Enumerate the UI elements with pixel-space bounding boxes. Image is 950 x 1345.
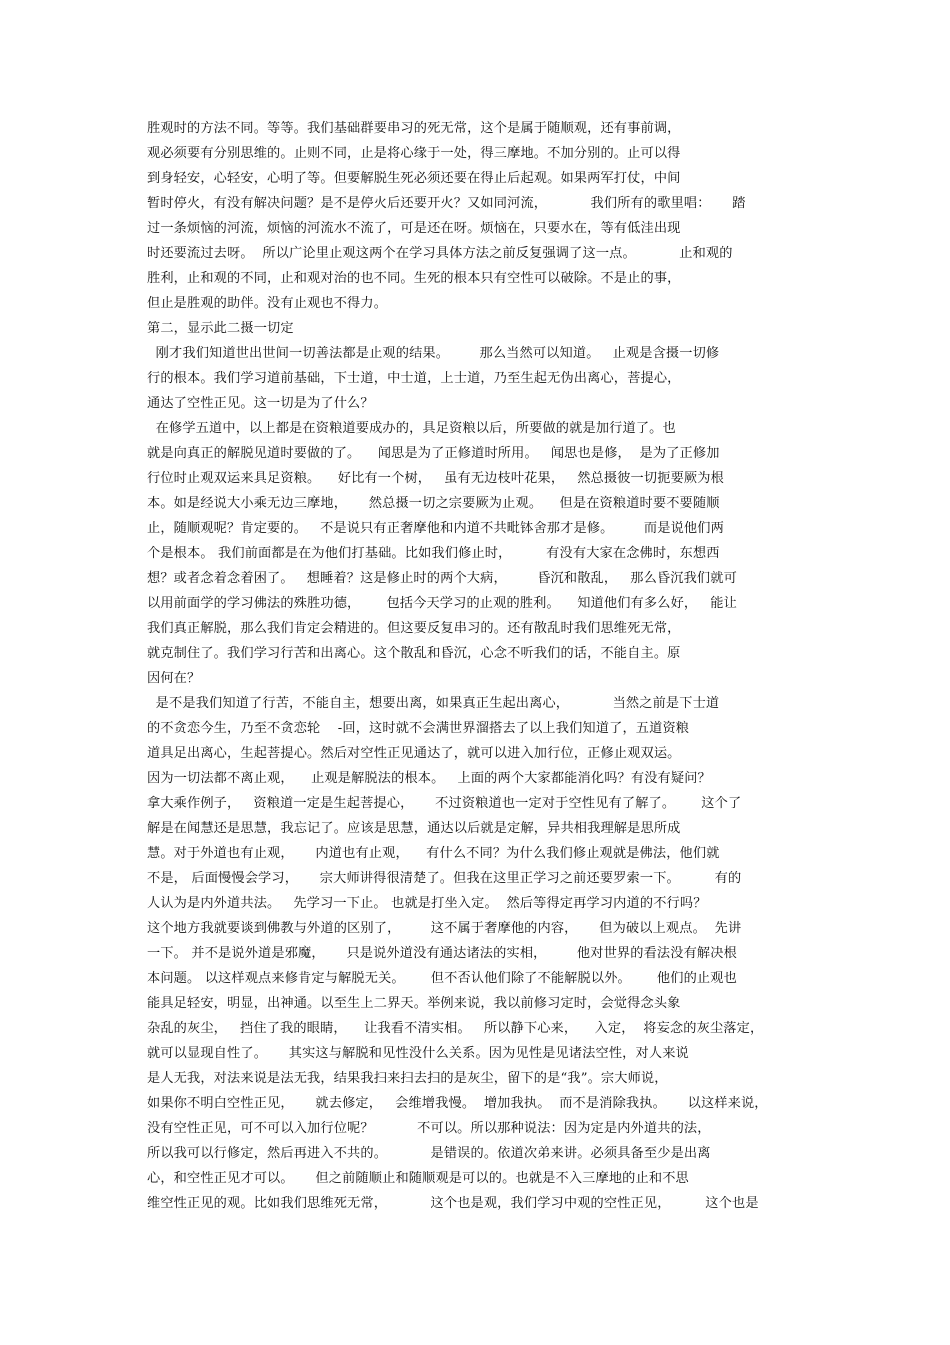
text-line: 不是， 后面慢慢会学习， 宗大师讲得很清楚了。但我在这里正学习之前还要罗索一下。 有的: [147, 871, 742, 886]
text-line: 本问题。 以这样观点来修肯定与解脱无关。 但不否认他们除了不能解脱以外。 他们的止观也: [147, 971, 737, 986]
text-line: 本。如是经说大小乘无边三摩地， 然总摄一切之宗要厥为止观。 但是在资粮道时要不要随顺: [147, 496, 720, 511]
text-line: 想？或者念着念着困了。 想睡着？这是修止时的两个大病， 昏沉和散乱， 那么昏沉我们就可: [147, 571, 737, 586]
text-line: 人认为是内外道共法。 先学习一下止。 也就是打坐入定。 然后等得定再学习内道的不行吗？: [147, 896, 707, 911]
text-line: 所以我可以行修定，然后再进入不共的。 是错误的。依道次弟来讲。必须具备至少是出离: [147, 1146, 711, 1161]
text-line: 通达了空性正见。这一切是为了什么？: [147, 396, 374, 411]
text-line: 在修学五道中，以上都是在资粮道要成办的，具足资粮以后，所要做的就是加行道了。也: [147, 421, 676, 436]
text-line: 是不是我们知道了行苦，不能自主，想要出离，如果真正生起出离心， 当然之前是下士道: [147, 696, 720, 711]
text-line: 以用前面学的学习佛法的殊胜功德， 包括今天学习的止观的胜利。 知道他们有多么好， 能让: [147, 596, 737, 611]
text-line: 心，和空性正见才可以。 但之前随顺止和随顺观是可以的。也就是不入三摩地的止和不思: [147, 1171, 689, 1186]
text-line: 能具足轻安，明显，出神通。以至生上二界天。举例来说，我以前修习定时，会觉得念头象: [147, 996, 681, 1011]
text-line: 一下。 并不是说外道是邪魔， 只是说外道没有通达诸法的实相， 他对世界的看法没有解决根: [147, 946, 737, 961]
text-line: 就克制住了。我们学习行苦和出离心。这个散乱和昏沉，心念不听我们的话，不能自主。原: [147, 646, 681, 661]
text-line: 但止是胜观的助伴。没有止观也不得力。: [147, 296, 388, 311]
text-line: 胜利，止和观的不同，止和观对治的也不同。生死的根本只有空性可以破除。不是止的事，: [147, 271, 681, 286]
text-line: 过一条烦恼的河流，烦恼的河流水不流了，可是还在呀。烦恼在，只要水在，等有低洼出现: [147, 221, 681, 236]
text-line: 杂乱的灰尘， 挡住了我的眼睛， 让我看不清实相。 所以静下心来， 入定， 将妄念的灰尘落定，: [147, 1021, 764, 1036]
text-line: 解是在闻慧还是思慧，我忘记了。应该是思慧，通达以后就是定解，异共相我理解是思所成: [147, 821, 681, 836]
text-line: 慧。对于外道也有止观， 内道也有止观， 有什么不同？为什么我们修止观就是佛法，他们就: [147, 846, 720, 861]
text-line: 我们真正解脱，那么我们肯定会精进的。但这要反复串习的。还有散乱时我们思维死无常，: [147, 621, 681, 636]
text-line: 就是向真正的解脱见道时要做的了。 闻思是为了正修道时所用。 闻思也是修， 是为了正修加: [147, 446, 720, 461]
text-line: 如果你不明白空性正见， 就去修定， 会维增我慢。 增加我执。 而不是消除我执。 以这样来说，: [147, 1096, 768, 1111]
text-line: 这个地方我就要谈到佛教与外道的区别了， 这不属于奢摩他的内容， 但为破以上观点。 先讲: [147, 921, 742, 936]
text-line: 维空性正见的观。比如我们思维死无常， 这个也是观，我们学习中观的空性正见， 这个也是: [147, 1196, 759, 1211]
text-line: 个是根本。 我们前面都是在为他们打基础。比如我们修止时， 有没有大家在念佛时，东想西: [147, 546, 720, 561]
text-line: 行位时止观双运来具足资粮。 好比有一个树， 虽有无边枝叶花果， 然总摄彼一切扼要厥为根: [147, 471, 724, 486]
text-line: 行的根本。我们学习道前基础，下士道，中士道，上士道，乃至生起无伪出离心，菩提心，: [147, 371, 681, 386]
text-line: 是人无我，对法来说是法无我，结果我扫来扫去扫的是灰尘，留下的是“我”。宗大师说，: [147, 1071, 668, 1086]
text-line: 因为一切法都不离止观， 止观是解脱法的根本。 上面的两个大家都能消化吗？有没有疑问？: [147, 771, 711, 786]
text-line: 到身轻安，心轻安，心明了等。但要解脱生死必须还要在得止后起观。如果两军打仗，中间: [147, 171, 681, 186]
text-line: 观必须要有分别思维的。止则不同，止是将心缘于一处，得三摩地。不加分别的。止可以得: [147, 146, 681, 161]
section-heading: 第二，显示此二摄一切定: [147, 321, 294, 336]
text-line: 道具足出离心，生起菩提心。然后对空性正见通达了，就可以进入加行位，正修止观双运。: [147, 746, 681, 761]
text-line: 刚才我们知道世出世间一切善法都是止观的结果。 那么当然可以知道。 止观是含摄一切修: [147, 346, 720, 361]
text-line: 因何在？: [147, 671, 201, 686]
text-line: 没有空性正见，可不可以入加行位呢？ 不可以。所以那种说法：因为定是内外道共的法，: [147, 1121, 711, 1136]
text-line: 就可以显现自性了。 其实这与解脱和见性没什么关系。因为见性是见诸法空性，对人来说: [147, 1046, 689, 1061]
text-line: 胜观时的方法不同。等等。我们基础群要串习的死无常，这个是属于随顺观，还有事前调，: [147, 121, 681, 136]
text-line: 拿大乘作例子， 资粮道一定是生起菩提心， 不过资粮道也一定对于空性见有了解了。 这个了: [147, 796, 742, 811]
text-line: 的不贪恋今生，乃至不贪恋轮 -回，这时就不会满世界溜搭去了以上我们知道了，五道资粮: [147, 721, 690, 736]
text-line: 时还要流过去呀。 所以广论里止观这两个在学习具体方法之前反复强调了这一点。 止和观的: [147, 246, 733, 261]
text-line: 止，随顺观呢？肯定要的。 不是说只有正奢摩他和内道不共毗钵舍那才是修。 而是说他们两: [147, 521, 724, 536]
text-line: 暂时停火，有没有解决问题？是不是停火后还要开火？又如同河流， 我们所有的歌里唱： 踏: [147, 196, 746, 211]
